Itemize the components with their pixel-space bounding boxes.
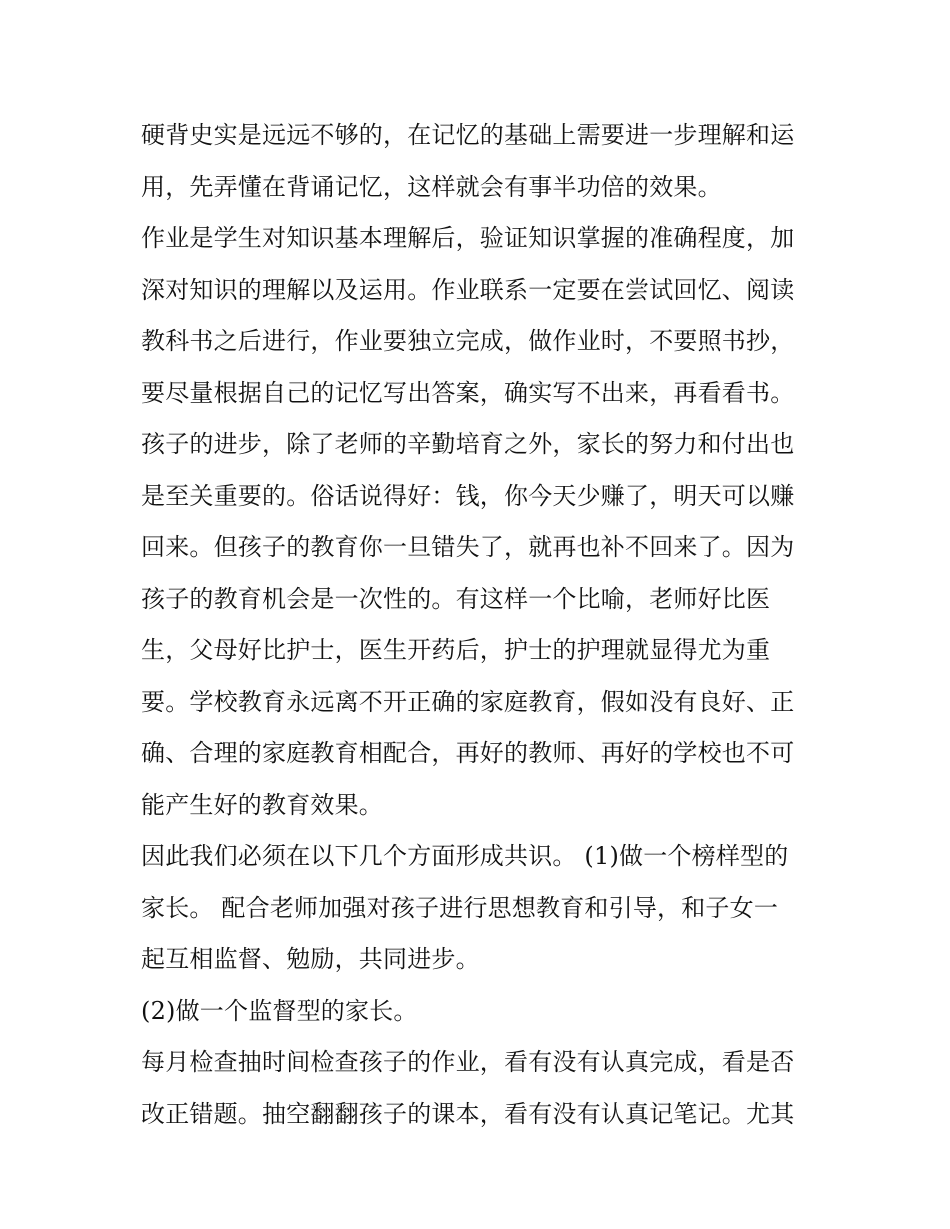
text-line: 用，先弄懂在背诵记忆，这样就会有事半功倍的效果。 — [141, 172, 722, 201]
text-line: 要尽量根据自己的记忆写出答案，确实写不出来，再看看书。 — [141, 378, 795, 407]
text-line: 家长。 配合老师加强对孩子进行思想教育和引导，和子女一 — [141, 893, 779, 922]
text-line: 能产生好的教育效果。 — [141, 790, 383, 819]
text-line: 确、合理的家庭教育相配合，再好的教师、再好的学校也不可 — [141, 739, 795, 767]
text-line: 深对知识的理解以及运用。作业联系一定要在尝试回忆、阅读 — [141, 275, 795, 304]
text-line: 是至关重要的。俗话说得好：钱，你今天少赚了，明天可以赚 — [141, 481, 795, 510]
text-line: 教科书之后进行，作业要独立完成，做作业时，不要照书抄， — [141, 327, 795, 355]
text-line: (2)做一个监督型的家长。 — [141, 996, 418, 1025]
text-line: 改正错题。抽空翻翻孩子的课本，看有没有认真记笔记。尤其 — [141, 1099, 795, 1128]
body-text — [141, 110, 821, 1140]
text-line: 生，父母好比护士，医生开药后，护士的护理就显得尤为重 — [141, 636, 771, 664]
text-line: 回来。但孩子的教育你一旦错失了，就再也补不回来了。因为 — [141, 533, 795, 561]
text-line: 孩子的教育机会是一次性的。有这样一个比喻，老师好比医 — [141, 584, 771, 613]
text-line: 因此我们必须在以下几个方面形成共识。 (1)做一个榜样型的 — [141, 842, 789, 870]
text-line: 要。学校教育永远离不开正确的家庭教育，假如没有良好、正 — [141, 687, 795, 716]
text-line: 每月检查抽时间检查孩子的作业，看有没有认真完成，看是否 — [141, 1048, 795, 1076]
text-line: 作业是学生对知识基本理解后，验证知识掌握的准确程度，加 — [141, 224, 795, 252]
text-line: 起互相监督、勉励，共同进步。 — [141, 945, 480, 973]
text-line: 孩子的进步，除了老师的辛勤培育之外，家长的努力和付出也 — [141, 430, 795, 458]
text-line: 硬背史实是远远不够的，在记忆的基础上需要进一步理解和运 — [141, 121, 795, 149]
